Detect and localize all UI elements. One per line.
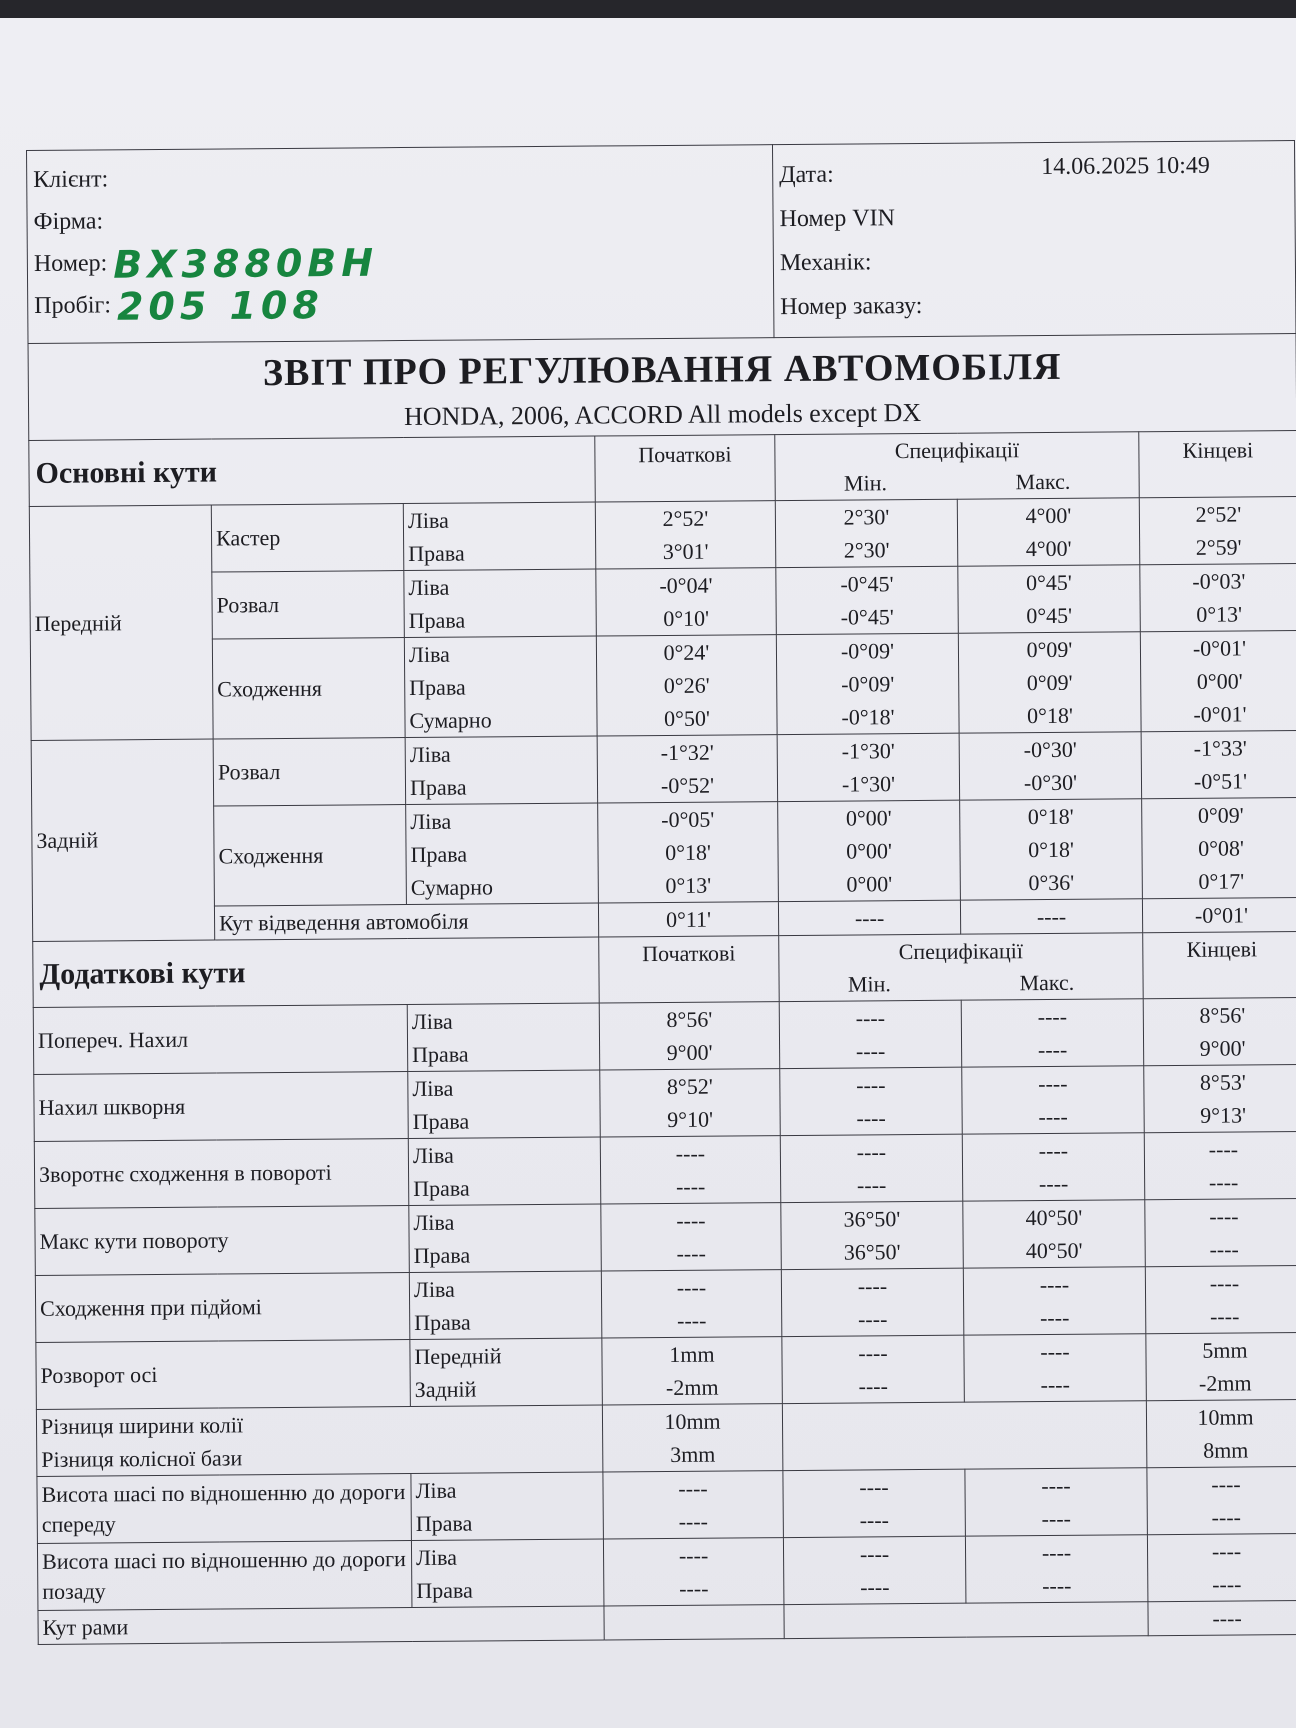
extra-row-final: ---- ---- [1145,1266,1296,1334]
vin-field: Номер VIN [779,205,896,233]
alignment-report [26,140,1296,1645]
extra-row-label: Попереч. Нахил [33,1005,408,1075]
extra-row-sides: Ліва Права [408,1137,601,1206]
extra-row-sides: Ліва Права [408,1070,601,1139]
rear-toe-initial: -0°05' 0°18' 0°13' [598,802,779,903]
title-block [28,334,1296,441]
rear-camber-final: -1°33' -0°51' [1141,731,1296,799]
rear-camber-label: Розвал [213,738,406,807]
height-front-label: Висота шасі по відношенню до дороги спереду [37,1474,412,1544]
mileage-field: Пробіг: 205 108 [34,283,325,329]
extra-row-min: ---- ---- [780,1067,963,1135]
caster-sides: Ліва Права [403,502,596,571]
extra-row-max: ---- ---- [961,999,1144,1067]
extra-row-min: ---- ---- [780,1134,963,1202]
front-toe-min: -0°09' -0°09' -0°18' [776,633,959,734]
extra-row-min: ---- ---- [781,1268,964,1336]
track-diff-initial: 10mm 3mm [602,1404,783,1472]
rear-camber-row [31,731,1296,808]
height-front-initial: ---- ---- [603,1471,784,1539]
rear-camber-min: -1°30' -1°30' [777,733,960,801]
front-group: Передній [29,505,213,740]
plate-number-handwritten: ВХ3880ВН [113,240,379,287]
rear-toe-final: 0°09' 0°08' 0°17' [1142,798,1296,899]
order-field: Номер заказу: [780,292,923,321]
height-rear-max: ---- ---- [965,1535,1148,1603]
frame-angle-spec [784,1602,1148,1639]
report-title: ЗВІТ ПРО РЕГУЛЮВАННЯ АВТОМОБІЛЯ [262,345,1062,395]
client-field: Клієнт: [33,166,109,193]
rear-toe-row [32,798,1296,908]
thrust-min: ---- [778,900,960,935]
caster-initial: 2°52' 3°01' [595,501,776,569]
extra-col-min: Мін. [847,970,891,997]
thrust-final: -0°01' [1142,898,1296,933]
height-rear-sides: Ліва Права [411,1539,604,1608]
front-toe-initial: 0°24' 0°26' 0°50' [596,635,777,736]
extra-row-initial: ---- ---- [600,1136,781,1204]
rear-toe-min: 0°00' 0°00' 0°00' [778,800,961,901]
track-diff-final: 10mm 8mm [1146,1399,1296,1467]
height-rear-final: ---- ---- [1147,1533,1296,1601]
extra-row-final: ---- ---- [1145,1199,1296,1267]
extra-row-label: Розворот осі [36,1340,411,1410]
extra-row-initial: ---- ---- [601,1203,782,1271]
mileage-handwritten: 205 108 [116,283,325,329]
caster-min: 2°30' 2°30' [775,499,958,567]
extra-row-label: Нахил шкворня [34,1072,409,1142]
extra-col-spec: Специфікації Мін. Макс. [779,933,1144,1002]
front-camber-initial: -0°04' 0°10' [596,568,777,636]
height-rear-label: Висота шасі по відношенню до дороги позаду [37,1541,412,1611]
rear-camber-sides: Ліва Права [405,736,598,805]
caster-final: 2°52' 2°59' [1139,497,1296,565]
plate-field: Номер: ВХ3880ВН [33,240,379,287]
col-final: Кінцеві [1139,431,1296,498]
extra-row-final: ---- ---- [1144,1132,1296,1200]
extra-row-initial: ---- ---- [601,1270,782,1338]
rear-camber-initial: -1°32' -0°52' [597,735,778,803]
height-front-row [37,1466,1296,1543]
extra-row-min: 36°50' 36°50' [781,1201,964,1269]
firm-field: Фірма: [33,208,104,235]
rear-group: Задній [31,739,215,941]
caster-max: 4°00' 4°00' [957,498,1140,566]
front-toe-row [30,631,1296,741]
header-right [772,141,1296,338]
front-camber-min: -0°45' -0°45' [776,566,959,634]
extra-row-max: 40°50' 40°50' [963,1200,1146,1268]
extra-row [35,1199,1296,1276]
front-toe-label: Сходження [212,638,405,740]
extra-row [33,998,1296,1075]
extra-row [34,1065,1296,1142]
date-value: 14.06.2025 10:49 [1041,152,1210,181]
extra-row-sides: Ліва Права [409,1204,602,1273]
front-camber-row [30,564,1296,641]
col-spec: Специфікації Мін. Макс. [775,432,1140,501]
front-camber-label: Розвал [212,571,405,640]
height-front-max: ---- ---- [965,1468,1148,1536]
extra-row-initial: 8°52' 9°10' [600,1069,781,1137]
thrust-label: Кут відведення автомобіля [214,903,598,940]
frame-angle-initial [604,1605,784,1640]
rear-camber-max: -0°30' -0°30' [959,732,1142,800]
main-angles-heading: Основні кути [29,436,596,506]
extra-row-sides: Передній Задній [410,1338,603,1407]
caster-label: Кастер [211,504,404,573]
height-rear-initial: ---- ---- [603,1538,784,1606]
extra-col-final: Кінцеві [1143,932,1296,999]
extra-row-initial: 8°56' 9°00' [599,1002,780,1070]
height-front-sides: Ліва Права [411,1472,604,1541]
extra-col-initial: Початкові [599,936,780,1003]
extra-row-final: 5mm -2mm [1146,1333,1296,1401]
extra-row-max: ---- ---- [962,1133,1145,1201]
extra-row [35,1266,1296,1343]
extra-row-label: Зворотнє сходження в повороті [34,1139,409,1209]
frame-angle-label: Кут рами [38,1606,604,1644]
extra-row-final: 8°56' 9°00' [1143,998,1296,1066]
mechanic-field: Механік: [779,249,872,277]
track-diff-row [36,1399,1296,1476]
front-camber-sides: Ліва Права [404,569,597,638]
height-rear-row [37,1533,1296,1610]
extra-row-label: Макс кути повороту [35,1206,410,1276]
extra-row-max: ---- ---- [962,1066,1145,1134]
height-rear-min: ---- ---- [783,1536,966,1604]
extra-row-min: ---- ---- [782,1335,965,1403]
col-max: Макс. [1015,468,1071,494]
col-initial: Початкові [595,435,776,502]
extra-row-label: Сходження при підйомі [35,1273,410,1343]
extra-angles-heading: Додаткові кути [33,937,600,1007]
extra-col-max: Макс. [1019,969,1075,995]
front-toe-final: -0°01' 0°00' -0°01' [1140,631,1296,732]
front-camber-final: -0°03' 0°13' [1140,564,1296,632]
height-front-min: ---- ---- [783,1469,966,1537]
front-toe-max: 0°09' 0°09' 0°18' [958,632,1141,733]
rear-toe-label: Сходження [214,805,407,907]
photo-top-edge [0,0,1296,18]
extra-row-max: ---- ---- [963,1267,1146,1335]
thrust-max: ---- [960,899,1142,934]
header-left [27,145,774,344]
rear-toe-sides: Ліва Права Сумарно [406,803,599,905]
report-table [26,140,1296,1645]
front-camber-max: 0°45' 0°45' [958,565,1141,633]
extra-row-sides: Ліва Права [407,1003,600,1072]
extra-row-min: ---- ---- [779,1000,962,1068]
extra-row-sides: Ліва Права [409,1271,602,1340]
extra-row [34,1132,1296,1209]
vehicle-info: HONDA, 2006, ACCORD All models except DX [403,397,922,432]
front-toe-sides: Ліва Права Сумарно [404,636,597,738]
col-min: Мін. [843,469,888,496]
date-field: Дата: 14.06.2025 10:49 [779,149,1288,197]
height-front-final: ---- ---- [1147,1466,1296,1534]
track-diff-labels: Різниця ширини колії Різниця колісної бази [36,1405,603,1476]
extra-row-max: ---- ---- [964,1334,1147,1402]
frame-angle-final: ---- [1148,1600,1296,1635]
extra-row-initial: 1mm -2mm [602,1337,783,1405]
rear-toe-max: 0°18' 0°18' 0°36' [960,799,1143,900]
extra-row-final: 8°53' 9°13' [1144,1065,1296,1133]
thrust-initial: 0°11' [598,902,778,937]
track-diff-spec-empty [782,1401,1147,1471]
extra-row [36,1333,1296,1410]
caster-row [29,497,1296,574]
